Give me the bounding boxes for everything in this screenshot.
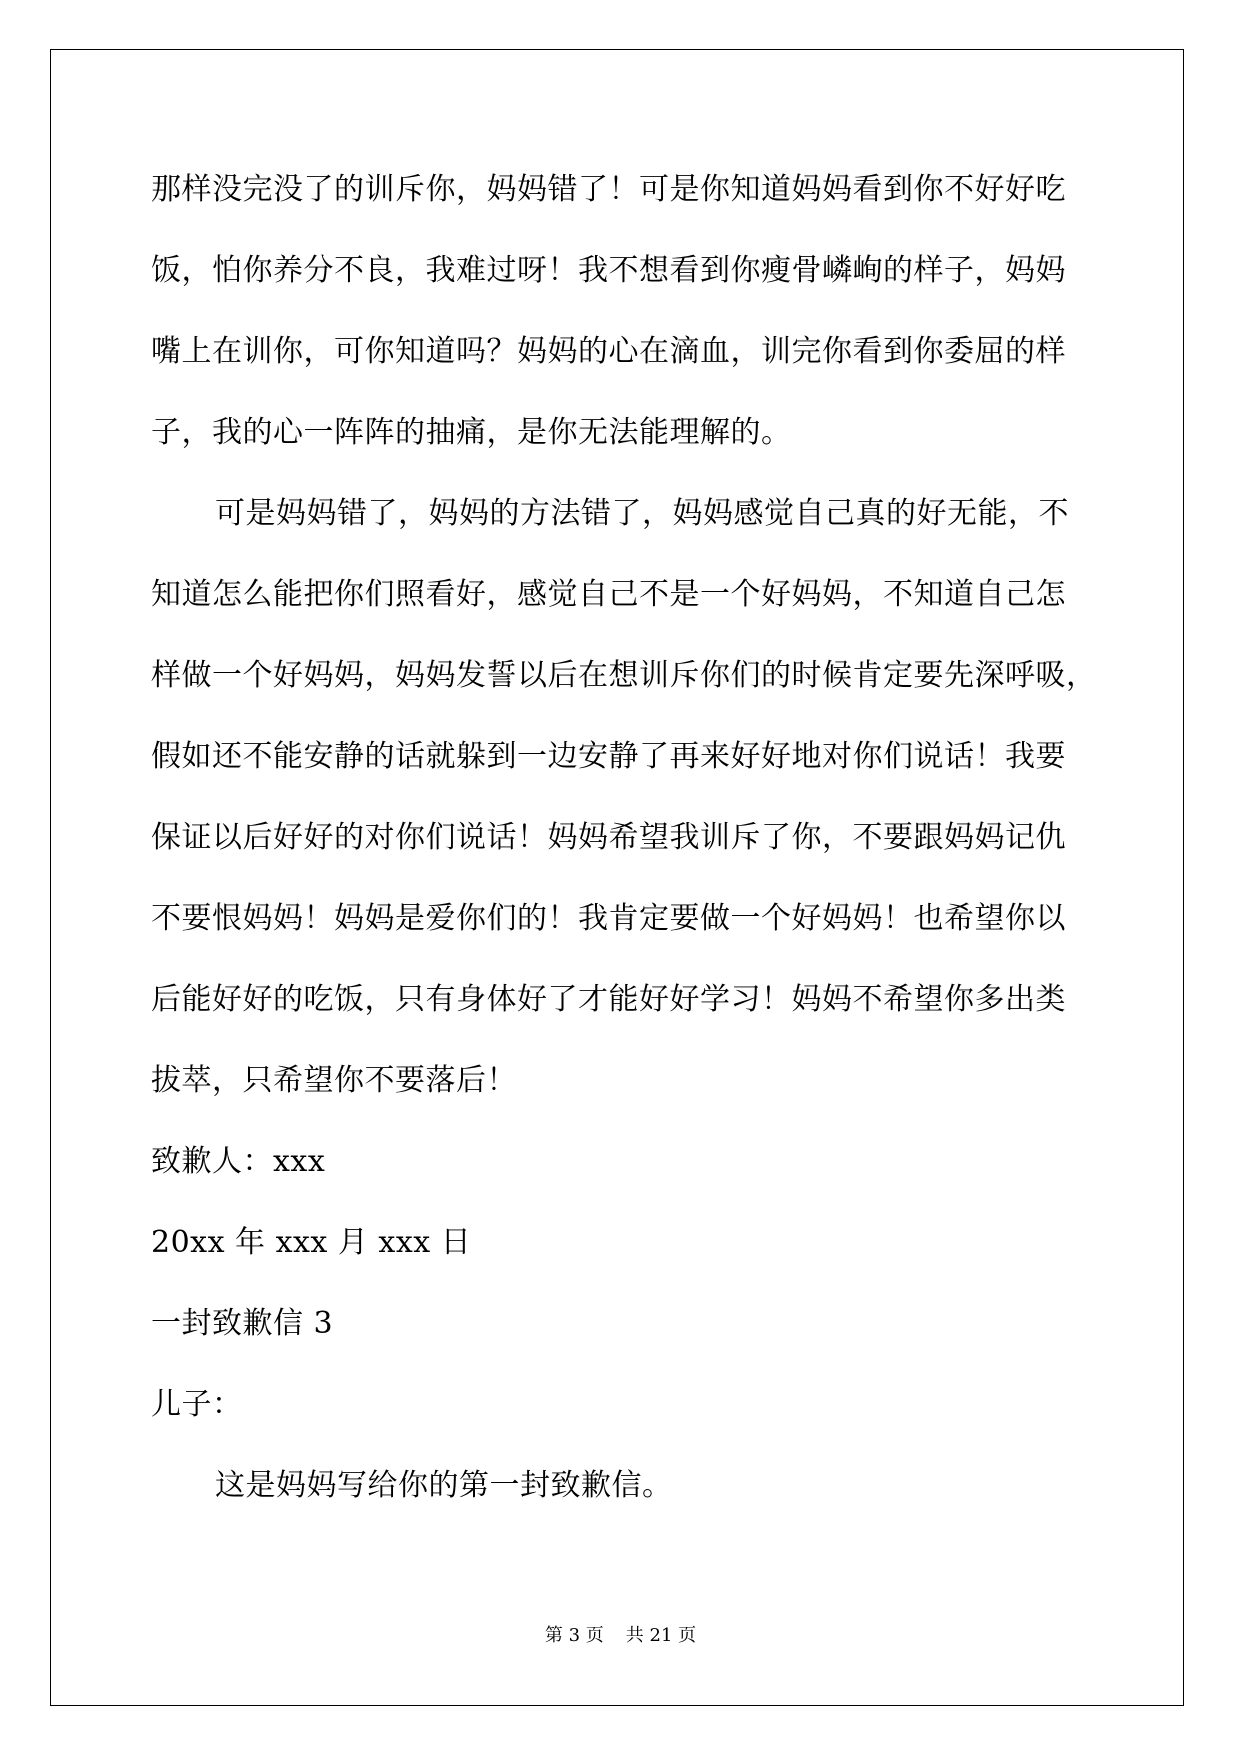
body-line: 样做一个好妈妈，妈妈发誓以后在想训斥你们的时候肯定要先深呼吸， <box>151 658 1097 693</box>
body-line: 拔萃，只希望你不要落后！ <box>151 1063 517 1098</box>
body-line: 不要恨妈妈！妈妈是爱你们的！我肯定要做一个好妈妈！也希望你以 <box>151 901 1066 936</box>
page-number: 第 3 页 <box>544 1625 604 1646</box>
body-line: 知道怎么能把你们照看好，感觉自己不是一个好妈妈，不知道自己怎 <box>151 577 1066 612</box>
letter-heading: 一封致歉信 3 <box>151 1306 334 1341</box>
signature-line: 致歉人：xxx <box>151 1144 326 1179</box>
body-line: 嘴上在训你，可你知道吗？妈妈的心在滴血，训完你看到你委屈的样 <box>151 334 1066 369</box>
body-line: 饭，怕你养分不良，我难过呀！我不想看到你瘦骨嶙峋的样子，妈妈 <box>151 253 1066 288</box>
body-line: 假如还不能安静的话就躲到一边安静了再来好好地对你们说话！我要 <box>151 739 1066 774</box>
body-line: 那样没完没了的训斥你，妈妈错了！可是你知道妈妈看到你不好好吃 <box>151 172 1066 207</box>
date-line: 20xx 年 xxx 月 xxx 日 <box>151 1225 472 1260</box>
body-line: 子，我的心一阵阵的抽痛，是你无法能理解的。 <box>151 415 792 450</box>
body-line: 保证以后好好的对你们说话！妈妈希望我训斥了你，不要跟妈妈记仇 <box>151 820 1066 855</box>
body-line: 这是妈妈写给你的第一封致歉信。 <box>215 1468 673 1503</box>
body-line: 可是妈妈错了，妈妈的方法错了，妈妈感觉自己真的好无能，不 <box>215 496 1069 531</box>
body-line: 后能好好的吃饭，只有身体好了才能好好学习！妈妈不希望你多出类 <box>151 982 1066 1017</box>
page-footer <box>0 1624 1241 1648</box>
letter-body <box>151 162 1111 1539</box>
salutation: 儿子： <box>151 1387 243 1422</box>
page-total: 共 21 页 <box>625 1625 697 1646</box>
